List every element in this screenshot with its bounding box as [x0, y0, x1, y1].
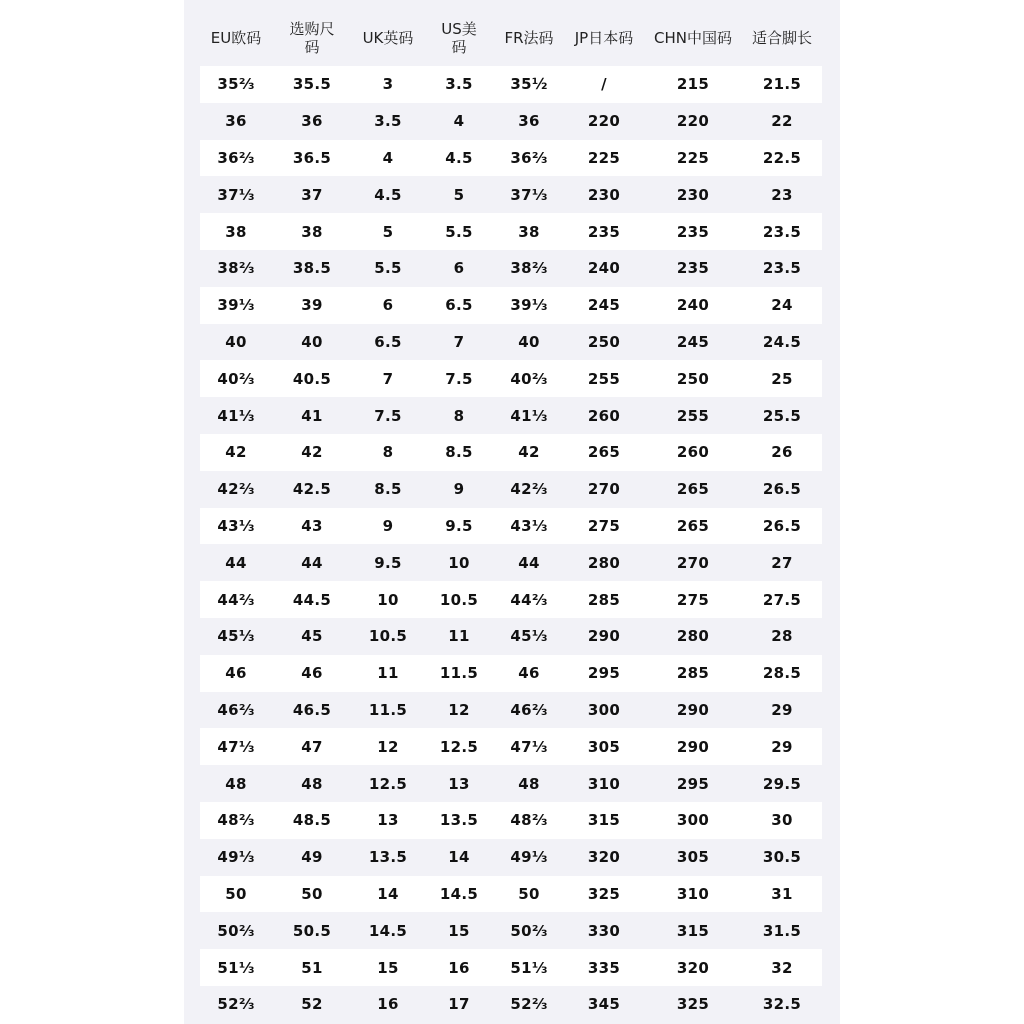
cell-uk: 6 [382, 296, 394, 315]
cell-fr: 49⅓ [510, 848, 548, 867]
table-row [200, 618, 822, 655]
cell-us: 13.5 [439, 811, 479, 830]
cell-eu: 35⅔ [217, 75, 255, 94]
header-purchase-size: 选购尺码 [289, 20, 335, 56]
cell-chn: 225 [676, 148, 710, 167]
cell-fr: 42⅔ [510, 480, 548, 499]
cell-purchase-size: 42 [301, 443, 323, 462]
cell-purchase-size: 43 [301, 516, 323, 535]
cell-foot-length: 27 [771, 553, 793, 572]
table-row [200, 839, 822, 876]
cell-eu: 42⅔ [217, 480, 255, 499]
cell-uk: 11 [377, 664, 399, 683]
cell-uk: 12 [377, 737, 399, 756]
cell-jp: 220 [587, 112, 621, 131]
cell-jp: 295 [587, 664, 621, 683]
cell-foot-length: 21.5 [762, 75, 802, 94]
cell-us: 11.5 [439, 664, 479, 683]
cell-jp: 315 [587, 811, 621, 830]
cell-fr: 38 [518, 222, 540, 241]
cell-eu: 39⅓ [217, 296, 255, 315]
table-row [200, 471, 822, 508]
cell-foot-length: 26.5 [762, 516, 802, 535]
cell-fr: 44⅔ [510, 590, 548, 609]
cell-eu: 36 [225, 112, 247, 131]
cell-purchase-size: 48.5 [292, 811, 332, 830]
cell-jp: 225 [587, 148, 621, 167]
cell-chn: 265 [676, 480, 710, 499]
cell-jp: 320 [587, 848, 621, 867]
table-row [200, 397, 822, 434]
cell-purchase-size: 41 [301, 406, 323, 425]
cell-jp: 290 [587, 627, 621, 646]
cell-chn: 310 [676, 884, 710, 903]
table-row [200, 765, 822, 802]
table-row [200, 544, 822, 581]
cell-uk: 3 [382, 75, 394, 94]
cell-fr: 35½ [510, 75, 548, 94]
cell-fr: 36⅔ [510, 148, 548, 167]
cell-fr: 46 [518, 664, 540, 683]
cell-uk: 16 [377, 995, 399, 1014]
cell-uk: 13 [377, 811, 399, 830]
cell-eu: 45⅓ [217, 627, 255, 646]
table-row [200, 692, 822, 729]
cell-fr: 39⅓ [510, 296, 548, 315]
cell-chn: 215 [676, 75, 710, 94]
cell-uk: 14 [377, 884, 399, 903]
cell-uk: 10 [377, 590, 399, 609]
cell-eu: 46⅔ [217, 700, 255, 719]
cell-foot-length: 24 [771, 296, 793, 315]
cell-uk: 3.5 [374, 112, 402, 131]
cell-foot-length: 25.5 [762, 406, 802, 425]
cell-purchase-size: 36 [301, 112, 323, 131]
cell-uk: 9 [382, 516, 394, 535]
cell-fr: 40⅔ [510, 369, 548, 388]
cell-us: 13 [448, 774, 470, 793]
table-row [200, 287, 822, 324]
cell-chn: 275 [676, 590, 710, 609]
cell-jp: 280 [587, 553, 621, 572]
cell-fr: 50⅔ [510, 921, 548, 940]
cell-fr: 48⅔ [510, 811, 548, 830]
cell-us: 14 [448, 848, 470, 867]
header-us: US美码 [441, 20, 477, 56]
cell-fr: 43⅓ [510, 516, 548, 535]
cell-purchase-size: 42.5 [292, 480, 332, 499]
table-row [200, 250, 822, 287]
cell-uk: 4.5 [374, 185, 402, 204]
cell-jp: 285 [587, 590, 621, 609]
cell-chn: 325 [676, 995, 710, 1014]
cell-chn: 235 [676, 259, 710, 278]
table-row [200, 802, 822, 839]
cell-us: 6 [453, 259, 465, 278]
cell-purchase-size: 47 [301, 737, 323, 756]
cell-jp: 300 [587, 700, 621, 719]
cell-purchase-size: 40.5 [292, 369, 332, 388]
header-foot-length: 适合脚长 [751, 29, 812, 47]
table-row [200, 140, 822, 177]
cell-eu: 47⅓ [217, 737, 255, 756]
cell-purchase-size: 44.5 [292, 590, 332, 609]
cell-purchase-size: 46 [301, 664, 323, 683]
header-jp: JP日本码 [574, 29, 634, 47]
cell-fr: 38⅔ [510, 259, 548, 278]
cell-chn: 220 [676, 112, 710, 131]
cell-us: 7.5 [445, 369, 473, 388]
cell-purchase-size: 45 [301, 627, 323, 646]
cell-purchase-size: 52 [301, 995, 323, 1014]
cell-chn: 255 [676, 406, 710, 425]
cell-uk: 6.5 [374, 332, 402, 351]
cell-us: 7 [453, 332, 465, 351]
cell-fr: 44 [518, 553, 540, 572]
cell-jp: 230 [587, 185, 621, 204]
cell-chn: 235 [676, 222, 710, 241]
cell-foot-length: 28.5 [762, 664, 802, 683]
cell-jp: / [601, 75, 607, 94]
cell-jp: 270 [587, 480, 621, 499]
cell-us: 3.5 [445, 75, 473, 94]
cell-purchase-size: 49 [301, 848, 323, 867]
cell-foot-length: 26 [771, 443, 793, 462]
cell-foot-length: 23.5 [762, 222, 802, 241]
cell-jp: 265 [587, 443, 621, 462]
cell-us: 9 [453, 480, 465, 499]
cell-foot-length: 24.5 [762, 332, 802, 351]
cell-jp: 245 [587, 296, 621, 315]
cell-chn: 305 [676, 848, 710, 867]
cell-foot-length: 27.5 [762, 590, 802, 609]
cell-foot-length: 23.5 [762, 259, 802, 278]
cell-jp: 235 [587, 222, 621, 241]
table-row [200, 66, 822, 103]
cell-foot-length: 30.5 [762, 848, 802, 867]
table-row [200, 912, 822, 949]
cell-eu: 38⅔ [217, 259, 255, 278]
cell-chn: 230 [676, 185, 710, 204]
cell-foot-length: 29 [771, 700, 793, 719]
cell-fr: 45⅓ [510, 627, 548, 646]
cell-chn: 245 [676, 332, 710, 351]
cell-foot-length: 29.5 [762, 774, 802, 793]
cell-foot-length: 26.5 [762, 480, 802, 499]
cell-eu: 51⅓ [217, 958, 255, 977]
cell-uk: 11.5 [368, 700, 408, 719]
cell-foot-length: 22 [771, 112, 793, 131]
cell-uk: 9.5 [374, 553, 402, 572]
cell-purchase-size: 36.5 [292, 148, 332, 167]
cell-eu: 50⅔ [217, 921, 255, 940]
cell-uk: 7 [382, 369, 394, 388]
cell-purchase-size: 39 [301, 296, 323, 315]
cell-us: 12.5 [439, 737, 479, 756]
cell-us: 10 [448, 553, 470, 572]
cell-eu: 37⅓ [217, 185, 255, 204]
cell-eu: 38 [225, 222, 247, 241]
cell-chn: 295 [676, 774, 710, 793]
cell-eu: 42 [225, 443, 247, 462]
cell-eu: 50 [225, 884, 247, 903]
table-row [200, 103, 822, 140]
cell-fr: 46⅔ [510, 700, 548, 719]
cell-foot-length: 31 [771, 884, 793, 903]
cell-chn: 285 [676, 664, 710, 683]
cell-chn: 250 [676, 369, 710, 388]
cell-chn: 290 [676, 700, 710, 719]
size-chart-header [200, 0, 822, 66]
cell-eu: 43⅓ [217, 516, 255, 535]
cell-eu: 40⅔ [217, 369, 255, 388]
cell-eu: 44 [225, 553, 247, 572]
cell-purchase-size: 37 [301, 185, 323, 204]
table-row [200, 213, 822, 250]
cell-uk: 5.5 [374, 259, 402, 278]
cell-eu: 41⅓ [217, 406, 255, 425]
cell-us: 6.5 [445, 296, 473, 315]
table-row [200, 876, 822, 913]
cell-purchase-size: 51 [301, 958, 323, 977]
cell-purchase-size: 38 [301, 222, 323, 241]
cell-chn: 320 [676, 958, 710, 977]
cell-purchase-size: 38.5 [292, 259, 332, 278]
cell-chn: 260 [676, 443, 710, 462]
header-uk: UK英码 [362, 29, 414, 47]
cell-eu: 48 [225, 774, 247, 793]
header-eu: EU欧码 [210, 29, 262, 47]
size-chart-body [200, 66, 822, 1023]
cell-purchase-size: 46.5 [292, 700, 332, 719]
cell-jp: 250 [587, 332, 621, 351]
cell-uk: 15 [377, 958, 399, 977]
cell-fr: 42 [518, 443, 540, 462]
table-row [200, 508, 822, 545]
table-row [200, 176, 822, 213]
cell-uk: 10.5 [368, 627, 408, 646]
cell-uk: 12.5 [368, 774, 408, 793]
cell-foot-length: 31.5 [762, 921, 802, 940]
cell-purchase-size: 50 [301, 884, 323, 903]
table-row [200, 949, 822, 986]
table-row [200, 581, 822, 618]
cell-jp: 275 [587, 516, 621, 535]
cell-foot-length: 23 [771, 185, 793, 204]
cell-uk: 8 [382, 443, 394, 462]
cell-fr: 41⅓ [510, 406, 548, 425]
cell-foot-length: 25 [771, 369, 793, 388]
header-chn: CHN中国码 [654, 29, 732, 47]
cell-chn: 265 [676, 516, 710, 535]
cell-fr: 40 [518, 332, 540, 351]
cell-foot-length: 30 [771, 811, 793, 830]
cell-foot-length: 22.5 [762, 148, 802, 167]
cell-eu: 52⅔ [217, 995, 255, 1014]
cell-eu: 44⅔ [217, 590, 255, 609]
cell-jp: 325 [587, 884, 621, 903]
cell-foot-length: 32 [771, 958, 793, 977]
cell-uk: 14.5 [368, 921, 408, 940]
table-row [200, 324, 822, 361]
cell-uk: 8.5 [374, 480, 402, 499]
cell-fr: 37⅓ [510, 185, 548, 204]
cell-us: 10.5 [439, 590, 479, 609]
cell-uk: 7.5 [374, 406, 402, 425]
cell-jp: 240 [587, 259, 621, 278]
cell-jp: 345 [587, 995, 621, 1014]
cell-uk: 4 [382, 148, 394, 167]
cell-jp: 330 [587, 921, 621, 940]
header-fr: FR法码 [504, 29, 554, 47]
cell-chn: 270 [676, 553, 710, 572]
cell-us: 5 [453, 185, 465, 204]
cell-foot-length: 32.5 [762, 995, 802, 1014]
cell-us: 11 [448, 627, 470, 646]
table-row [200, 360, 822, 397]
cell-fr: 51⅓ [510, 958, 548, 977]
cell-us: 8 [453, 406, 465, 425]
cell-uk: 5 [382, 222, 394, 241]
cell-foot-length: 29 [771, 737, 793, 756]
cell-jp: 260 [587, 406, 621, 425]
cell-fr: 47⅓ [510, 737, 548, 756]
cell-jp: 255 [587, 369, 621, 388]
cell-fr: 36 [518, 112, 540, 131]
cell-us: 8.5 [445, 443, 473, 462]
table-row [200, 986, 822, 1023]
cell-purchase-size: 40 [301, 332, 323, 351]
table-row [200, 728, 822, 765]
cell-us: 4 [453, 112, 465, 131]
cell-uk: 13.5 [368, 848, 408, 867]
cell-purchase-size: 48 [301, 774, 323, 793]
table-row [200, 655, 822, 692]
table-row [200, 434, 822, 471]
cell-chn: 300 [676, 811, 710, 830]
cell-jp: 335 [587, 958, 621, 977]
cell-foot-length: 28 [771, 627, 793, 646]
cell-us: 16 [448, 958, 470, 977]
cell-chn: 280 [676, 627, 710, 646]
cell-us: 9.5 [445, 516, 473, 535]
cell-jp: 310 [587, 774, 621, 793]
cell-eu: 49⅓ [217, 848, 255, 867]
cell-us: 4.5 [445, 148, 473, 167]
cell-eu: 40 [225, 332, 247, 351]
cell-us: 12 [448, 700, 470, 719]
cell-chn: 315 [676, 921, 710, 940]
cell-fr: 50 [518, 884, 540, 903]
cell-eu: 48⅔ [217, 811, 255, 830]
cell-purchase-size: 35.5 [292, 75, 332, 94]
cell-us: 14.5 [439, 884, 479, 903]
cell-fr: 52⅔ [510, 995, 548, 1014]
cell-chn: 290 [676, 737, 710, 756]
cell-purchase-size: 44 [301, 553, 323, 572]
cell-purchase-size: 50.5 [292, 921, 332, 940]
cell-jp: 305 [587, 737, 621, 756]
cell-fr: 48 [518, 774, 540, 793]
cell-chn: 240 [676, 296, 710, 315]
cell-us: 5.5 [445, 222, 473, 241]
cell-eu: 36⅔ [217, 148, 255, 167]
cell-us: 17 [448, 995, 470, 1014]
cell-us: 15 [448, 921, 470, 940]
cell-eu: 46 [225, 664, 247, 683]
